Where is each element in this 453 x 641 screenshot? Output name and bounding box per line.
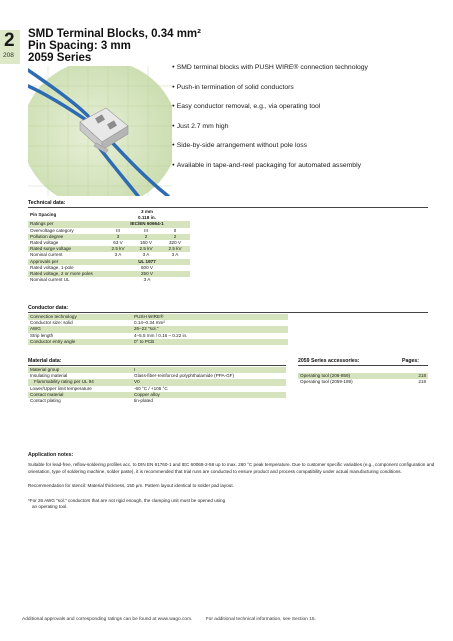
row-value: 2.5 kV: [160, 246, 190, 252]
row-label: Nominal current: [28, 252, 104, 258]
footnote-line: *For 26 AWG "sol." conductors that are not rigid enough, the clamping unit must be opened using: [28, 497, 226, 503]
row-label: Lower/Upper limit temperature: [28, 386, 132, 392]
accessory-page: 218: [398, 379, 428, 385]
row-label: Connection technology: [28, 314, 132, 320]
table-row: [28, 339, 288, 345]
table-row: [28, 277, 190, 283]
footnote-line: an operating tool.: [32, 504, 68, 510]
technical-data-title: Technical data:: [28, 200, 66, 206]
row-value: 0.14–0.34 mm²: [132, 320, 288, 326]
row-value: 63 V: [104, 240, 132, 246]
title-line-1: SMD Terminal Blocks, 0.34 mm²: [28, 28, 201, 40]
notes-paragraph: Recommendation for stencil: Material thickness, 150 µm. Pattern layout identical to solder pad layout.: [28, 483, 234, 489]
pin-spacing-in: 0.118 in.: [104, 215, 190, 221]
accessory-link[interactable]: Operating tool (2059-189): [298, 379, 398, 385]
notes-footnote: [28, 498, 438, 511]
title-line-2: Pin Spacing: 3 mm: [28, 40, 131, 52]
pin-spacing-mm: 3 mm: [104, 209, 190, 215]
row-value: 26–22 "sol.": [132, 326, 288, 332]
material-data-title: Material data:: [28, 358, 62, 364]
row-value: I: [132, 367, 286, 373]
row-value: IEC/EN 60664-1: [104, 221, 190, 227]
application-notes: [28, 452, 438, 510]
row-value: 3: [104, 234, 132, 240]
feature-item: ● Easy conductor removal, e.g., via operating tool: [172, 103, 422, 111]
row-value: Copper alloy: [132, 392, 286, 398]
row-label: Ratings per: [28, 221, 104, 227]
row-label: Contact plating: [28, 398, 132, 404]
row-value: 160 V: [132, 240, 160, 246]
page-number: 208: [3, 52, 14, 59]
feature-item: ● Side-by-side arrangement without pole loss: [172, 142, 422, 150]
row-value: II: [160, 228, 190, 234]
row-label: Rated voltage: [28, 240, 104, 246]
row-value: III: [132, 228, 160, 234]
row-label: Insulating material: [28, 373, 132, 379]
material-data-table: [28, 367, 286, 404]
section-divider: [28, 207, 428, 208]
conductor-data-title: Conductor data:: [28, 305, 69, 311]
row-label: AWG: [28, 326, 132, 332]
footer-approvals-note: Additional approvals and corresponding ratings can be found at www.wago.com.: [22, 617, 193, 622]
title-line-3: 2059 Series: [28, 52, 92, 64]
table-row: [298, 379, 428, 385]
row-label: Rated voltage, 1-pole: [28, 265, 104, 271]
section-divider: [298, 365, 428, 366]
page-footer: [22, 617, 328, 622]
row-value: V0: [132, 379, 286, 385]
row-label: Conductor entry angle: [28, 339, 132, 345]
row-value: PUSH WIRE®: [132, 314, 288, 320]
row-value: 4–5.5 mm / 0.16 – 0.22 in.: [132, 333, 288, 339]
notes-paragraph: Suitable for lead-free, reflow-soldering profiles acc. to DIN EN 61760-1 and IEC 60068-2-58 up to max. 260 °C peak temperature. Due to customer specific variables (e.g., component configuration and orientation, type of soldering machine, solder paste), it is recommended that trial runs are conducted to ensure product and process compatibility under actual manufacturing conditions.: [28, 462, 435, 474]
row-value: 3 A: [104, 252, 132, 258]
conductor-data-table: [28, 314, 288, 345]
technical-data-table: [28, 209, 190, 283]
row-label: Conductor size: solid: [28, 320, 132, 326]
row-label: Pollution degree: [28, 234, 104, 240]
row-value: Glass-fiber-reinforced polyphthalamide (PPA-GF): [132, 373, 286, 379]
row-label: Flammability rating per UL 94: [28, 379, 132, 385]
row-value: 320 V: [160, 240, 190, 246]
page-title: [28, 28, 201, 64]
row-label: Rated surge voltage: [28, 246, 104, 252]
feature-item: ● Just 2.7 mm high: [172, 123, 422, 131]
row-value: 250 V: [104, 271, 190, 277]
row-value: -60 °C / +105 °C: [132, 386, 286, 392]
feature-list: [172, 64, 422, 182]
row-value: 2: [132, 234, 160, 240]
row-label: Rated voltage, 2 or more poles: [28, 271, 104, 277]
row-value: 3 A: [132, 252, 160, 258]
feature-item: ● Available in tape-and-reel packaging for automated assembly: [172, 162, 422, 170]
row-value: 3 A: [104, 277, 190, 283]
product-photo: [28, 66, 172, 196]
chapter-number: 2: [4, 30, 15, 51]
row-value: 0° to PCB: [132, 339, 288, 345]
row-label: Material group: [28, 367, 132, 373]
row-value: 3 A: [160, 252, 190, 258]
row-label: Overvoltage category: [28, 228, 104, 234]
terminal-block-illustration: [28, 66, 172, 196]
accessories-title: 2059 Series accessories:: [298, 358, 360, 364]
row-value: UL 1977: [104, 259, 190, 265]
row-value: 600 V: [104, 265, 190, 271]
row-label: Strip length: [28, 333, 132, 339]
feature-item: ● SMD terminal blocks with PUSH WIRE® connection technology: [172, 64, 422, 72]
row-label: Nominal current UL: [28, 277, 104, 283]
notes-title: Application notes:: [28, 452, 74, 458]
row-label: Approvals per: [28, 259, 104, 265]
feature-item: ● Push-in termination of solid conductors: [172, 84, 422, 92]
section-divider: [28, 312, 428, 313]
row-value: 2.5 kV: [132, 246, 160, 252]
row-value: tin-plated: [132, 398, 286, 404]
accessory-page: 218: [398, 373, 428, 379]
row-value: III: [104, 228, 132, 234]
section-divider: [28, 365, 286, 366]
accessory-link[interactable]: Operating tool (206-859): [298, 373, 398, 379]
row-label: Contact material: [28, 392, 132, 398]
accessories-table: [298, 373, 428, 385]
table-row: [28, 398, 286, 404]
pin-spacing-label: Pin Spacing: [28, 209, 104, 221]
row-value: 2.5 kV: [104, 246, 132, 252]
footer-technical-note: For additional technical information, see Section 15.: [205, 617, 316, 622]
row-value: 2: [160, 234, 190, 240]
accessories-pages-label: Pages:: [402, 358, 420, 364]
